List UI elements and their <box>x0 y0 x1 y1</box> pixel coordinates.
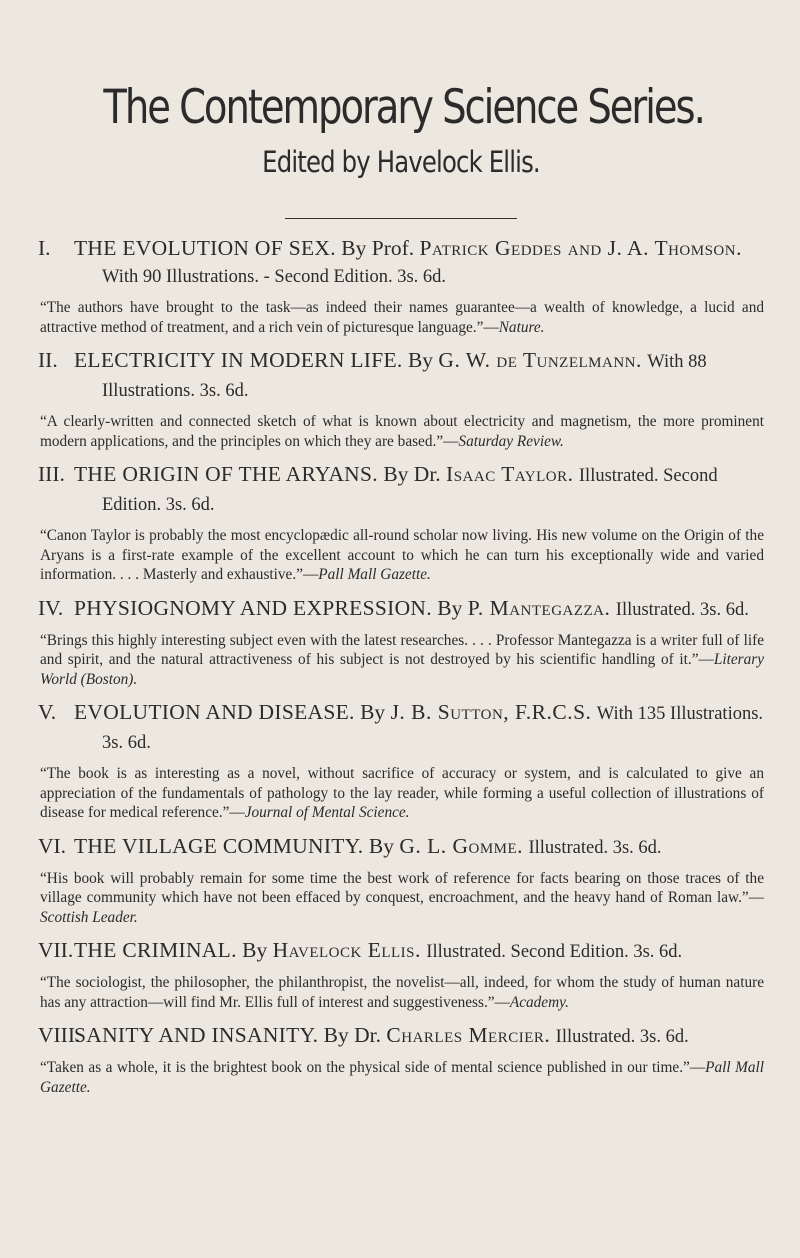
entry-heading <box>38 595 764 624</box>
entry-subject: THE VILLAGE COMMUNITY. <box>74 833 364 858</box>
entry-subject: THE CRIMINAL. <box>74 938 237 962</box>
entry-number: V. <box>38 700 57 724</box>
entry-list <box>38 235 764 1097</box>
review-text: “Taken as a whole, it is the brightest book on the physical side of mental science published in our time.”— <box>40 1059 706 1076</box>
entry-subject: THE EVOLUTION OF SEX. <box>74 236 336 260</box>
entry-by: By Prof. <box>341 236 415 260</box>
entry-heading <box>38 461 764 519</box>
review-quote <box>38 298 764 337</box>
entry-heading <box>38 347 764 405</box>
review-text: “The book is as interesting as a novel, without sacrifice of accuracy or system, and is calculated to give an appreciation of the fundamentals of pathology to the lay reader, while forming a useful collection of illustrations of disease for medical reference.”— <box>40 765 764 821</box>
book-entry <box>38 699 764 823</box>
entry-by: By <box>368 833 394 858</box>
entry-by: By <box>437 595 463 620</box>
review-source: Journal of Mental Science. <box>244 804 410 821</box>
review-quote <box>38 869 764 928</box>
review-source: Pall Mall Gazette. <box>40 1059 764 1096</box>
review-source: Pall Mall Gazette. <box>318 566 431 583</box>
entry-by: By Dr. <box>323 1023 382 1047</box>
entry-author: G. L. Gomme. <box>399 833 524 858</box>
entry-heading <box>38 937 764 966</box>
title-divider <box>285 218 517 219</box>
book-entry <box>38 1022 764 1097</box>
entry-author: J. B. Sutton, F.R.C.S. <box>390 700 592 724</box>
review-source: Academy. <box>509 993 569 1011</box>
book-entry <box>38 235 764 337</box>
review-quote <box>38 764 764 823</box>
entry-details: Illustrated. Second Edition. 3s. 6d. <box>102 466 718 515</box>
review-quote <box>38 1058 764 1097</box>
review-quote <box>38 412 764 451</box>
entry-number: IV. <box>38 595 64 620</box>
entry-by: By <box>360 700 386 724</box>
entry-author: Isaac Taylor. <box>446 462 574 486</box>
review-source: Scottish Leader. <box>40 908 138 926</box>
review-quote <box>38 526 764 585</box>
series-editor: Edited by Havelock Ellis. <box>262 145 540 179</box>
review-quote <box>38 973 764 1012</box>
review-source: Literary World (Boston). <box>40 651 764 688</box>
book-entry <box>38 937 764 1012</box>
entry-number: I. <box>38 236 51 260</box>
entry-number: II. <box>38 348 58 372</box>
entry-subject: ELECTRICITY IN MODERN LIFE. <box>74 348 403 372</box>
entry-details: With 135 Illustrations. 3s. 6d. <box>102 704 764 753</box>
entry-number: III. <box>38 462 65 486</box>
book-entry <box>38 461 764 585</box>
book-entry <box>38 833 764 928</box>
entry-details: Illustrated. 3s. 6d. <box>555 1027 689 1047</box>
review-source: Nature. <box>498 318 545 336</box>
entry-author: G. W. de Tunzelmann. <box>438 348 642 372</box>
entry-subject: SANITY AND INSANITY. <box>74 1023 319 1047</box>
entry-author: Havelock Ellis. <box>272 938 421 962</box>
review-text: “His book will probably remain for some time the best work of reference for facts bearing on those traces of the village community which have not been effaced by conquest, encroachment, and the heavy hand of Roman law.”— <box>40 869 764 906</box>
entry-details: Illustrated. Second Edition. 3s. 6d. <box>426 942 683 962</box>
review-text: “Canon Taylor is probably the most encyclopædic all-round scholar now living. His new volume on the Origin of the Aryans is a first-rate example of the excellent account to which he can turn his exceptionally wide and varied information. . . . Masterly and exhaustive.”— <box>40 527 764 583</box>
entry-number: VIII. <box>38 1023 81 1047</box>
review-text: “A clearly-written and connected sketch of what is known about electricity and magnetism, the more prominent modern applications, and the principles on which they are based.”— <box>40 413 764 450</box>
entry-heading <box>38 699 764 757</box>
entry-by: By <box>407 348 434 372</box>
entry-heading <box>38 833 764 862</box>
review-text: “The authors have brought to the task—as indeed their names guarantee—a wealth of knowledge, a lucid and attractive method of treatment, and a rich vein of picturesque language.”— <box>40 299 764 336</box>
entry-heading <box>38 235 764 291</box>
entry-number: VI. <box>38 833 67 858</box>
entry-author: Patrick Geddes and J. A. Thomson. <box>419 236 742 260</box>
entry-number: VII. <box>38 938 74 962</box>
book-entry <box>38 347 764 451</box>
entry-details: Illustrated. 3s. 6d. <box>615 599 749 620</box>
entry-author: P. Mantegazza. <box>467 595 611 620</box>
review-quote <box>38 631 764 690</box>
entry-by: By Dr. <box>383 462 441 486</box>
entry-details: With 90 Illustrations. - Second Edition. 3s. 6d. <box>102 267 447 287</box>
entry-subject: PHYSIOGNOMY AND EXPRESSION. <box>74 595 432 620</box>
entry-subject: THE ORIGIN OF THE ARYANS. <box>74 462 378 486</box>
review-source: Saturday Review. <box>458 432 564 450</box>
series-title: The Contemporary Science Series. <box>103 80 704 135</box>
book-entry <box>38 595 764 690</box>
entry-author: Charles Mercier. <box>386 1023 551 1047</box>
entry-details: With 88 Illustrations. 3s. 6d. <box>102 352 707 401</box>
entry-subject: EVOLUTION AND DISEASE. <box>74 700 355 724</box>
entry-details: Illustrated. 3s. 6d. <box>528 837 662 858</box>
review-text: “The sociologist, the philosopher, the philanthropist, the novelist—all, indeed, for whom the study of human nature has any attraction—will find Mr. Ellis full of interest and suggestiveness.”— <box>40 974 764 1011</box>
entry-heading <box>38 1022 764 1051</box>
review-text: “Brings this highly interesting subject even with the latest researches. . . . Professor Mantegazza is a writer full of life and spirit, and the natural attractiveness of his subject is not destroyed by his scientific handling of it.”— <box>40 631 764 668</box>
entry-by: By <box>242 938 268 962</box>
